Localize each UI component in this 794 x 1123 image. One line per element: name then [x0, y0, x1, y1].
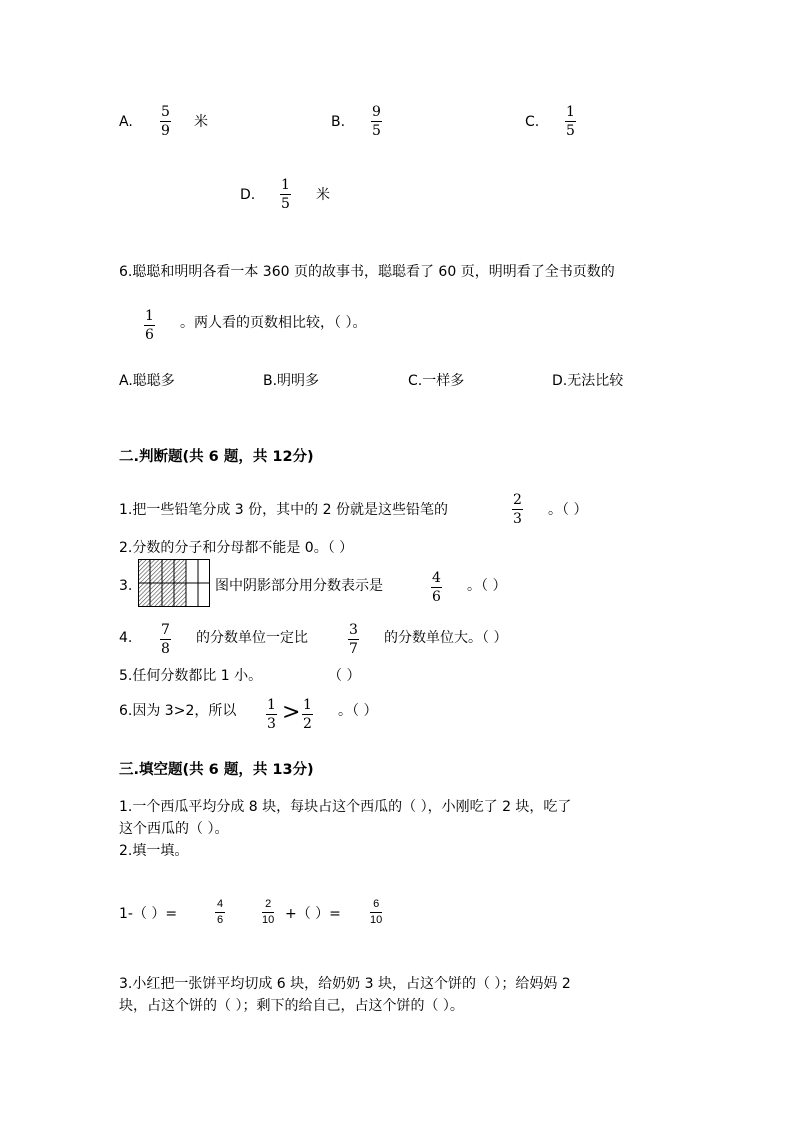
q5-option-d-unit: 米 — [316, 187, 330, 203]
s3-q2-eq2-mid: +（ ）= — [285, 906, 341, 922]
denominator: 9 — [161, 123, 170, 139]
numerator: 5 — [161, 104, 170, 120]
s2-q6-tail: 。（ ） — [338, 703, 378, 719]
s2-q5-blank: （ ） — [328, 668, 361, 684]
q6-option-d: D.无法比较 — [552, 373, 624, 389]
s2-q6-fraction-1 — [266, 697, 277, 732]
numerator: 9 — [372, 104, 381, 120]
denominator: 6 — [432, 589, 441, 605]
numerator: 6 — [373, 898, 380, 910]
denominator: 5 — [281, 196, 290, 212]
q6-line2: 。两人看的页数相比较，（ ）。 — [180, 315, 367, 331]
section3-title: 三.填空题(共 6 题，共 13分) — [119, 762, 314, 778]
numerator: 2 — [513, 492, 522, 508]
s3-q3-line2: 块，占这个饼的（ ）；剩下的给自己，占这个饼的（ ）。 — [119, 998, 464, 1014]
q5-option-c-fraction — [565, 104, 576, 139]
denominator: 10 — [262, 914, 275, 926]
s2-q1-tail: 。（ ） — [548, 502, 588, 518]
s2-q6-fraction-2 — [302, 697, 313, 732]
q6-option-a: A.聪聪多 — [119, 373, 175, 389]
denominator: 5 — [566, 123, 575, 139]
s2-q4-label: 4. — [119, 630, 133, 646]
s3-q2-eq2-fraction-1 — [262, 898, 274, 927]
s3-q1-line1: 1.一个西瓜平均分成 8 块，每块占这个西瓜的（ ），小刚吃了 2 块，吃了 — [119, 799, 572, 815]
s2-q4-mid: 的分数单位一定比 — [196, 630, 308, 646]
numerator: 1 — [281, 177, 290, 193]
s2-q5-text: 5.任何分数都比 1 小。 — [119, 668, 263, 684]
numerator: 2 — [265, 898, 272, 910]
denominator: 8 — [161, 641, 170, 657]
q5-option-b-label: B. — [331, 114, 346, 130]
s2-q4-fraction-1 — [160, 622, 171, 657]
numerator: 1 — [267, 697, 276, 713]
s3-q1-line2: 这个西瓜的（ ）。 — [119, 821, 229, 837]
q5-option-a-unit: 米 — [194, 114, 208, 130]
q6-fraction — [144, 308, 155, 343]
numerator: 4 — [216, 898, 224, 910]
s2-q1-fraction — [512, 492, 523, 527]
greater-than-sign: > — [282, 700, 301, 725]
denominator: 5 — [372, 123, 381, 139]
q6-option-b: B.明明多 — [263, 373, 320, 389]
numerator: 4 — [432, 570, 441, 586]
denominator: 6 — [145, 327, 154, 343]
denominator: 6 — [216, 914, 224, 926]
s2-q1-text: 1.把一些铅笔分成 3 份，其中的 2 份就是这些铅笔的 — [119, 502, 448, 518]
q5-option-a-label: A. — [119, 114, 133, 130]
section2-title: 二.判断题(共 6 题，共 12分) — [119, 449, 314, 465]
s2-q4-tail: 的分数单位大。（ ） — [384, 630, 508, 646]
s2-q3-fraction — [431, 570, 442, 605]
s2-q3-label: 3. — [119, 578, 133, 594]
denominator: 2 — [303, 716, 312, 732]
q5-option-d-fraction — [280, 177, 291, 212]
numerator: 3 — [349, 622, 358, 638]
s3-q2-eq1-lhs: 1-（ ）= — [119, 906, 178, 922]
s2-q3-text: 图中阴影部分用分数表示是 — [215, 578, 383, 594]
fraction-grid-diagram — [138, 559, 210, 607]
q5-option-b-fraction — [371, 104, 382, 139]
s3-q2-eq1-fraction — [215, 898, 225, 927]
denominator: 10 — [370, 914, 383, 926]
denominator: 3 — [513, 511, 522, 527]
numerator: 1 — [566, 104, 575, 120]
numerator: 1 — [145, 308, 154, 324]
s3-q2-text: 2.填一填。 — [119, 843, 189, 859]
denominator: 7 — [349, 641, 358, 657]
q6-option-c: C.一样多 — [408, 373, 465, 389]
q5-option-c-label: C. — [525, 114, 540, 130]
s3-q2-eq2-fraction-2 — [370, 898, 382, 927]
q6-line1: 6.聪聪和明明各看一本 360 页的故事书，聪聪看了 60 页，明明看了全书页数的 — [119, 264, 615, 280]
numerator: 7 — [161, 622, 170, 638]
q5-option-d-label: D. — [240, 187, 256, 203]
s2-q6-text: 6.因为 3>2，所以 — [119, 703, 237, 719]
s2-q2-text: 2.分数的分子和分母都不能是 0。（ ） — [119, 540, 354, 556]
numerator: 1 — [303, 697, 312, 713]
denominator: 3 — [267, 716, 276, 732]
s3-q3-line1: 3.小红把一张饼平均切成 6 块，给奶奶 3 块，占这个饼的（ ）；给妈妈 2 — [119, 976, 571, 992]
s2-q3-tail: 。（ ） — [467, 578, 507, 594]
s2-q4-fraction-2 — [348, 622, 359, 657]
q5-option-a-fraction — [160, 104, 171, 139]
